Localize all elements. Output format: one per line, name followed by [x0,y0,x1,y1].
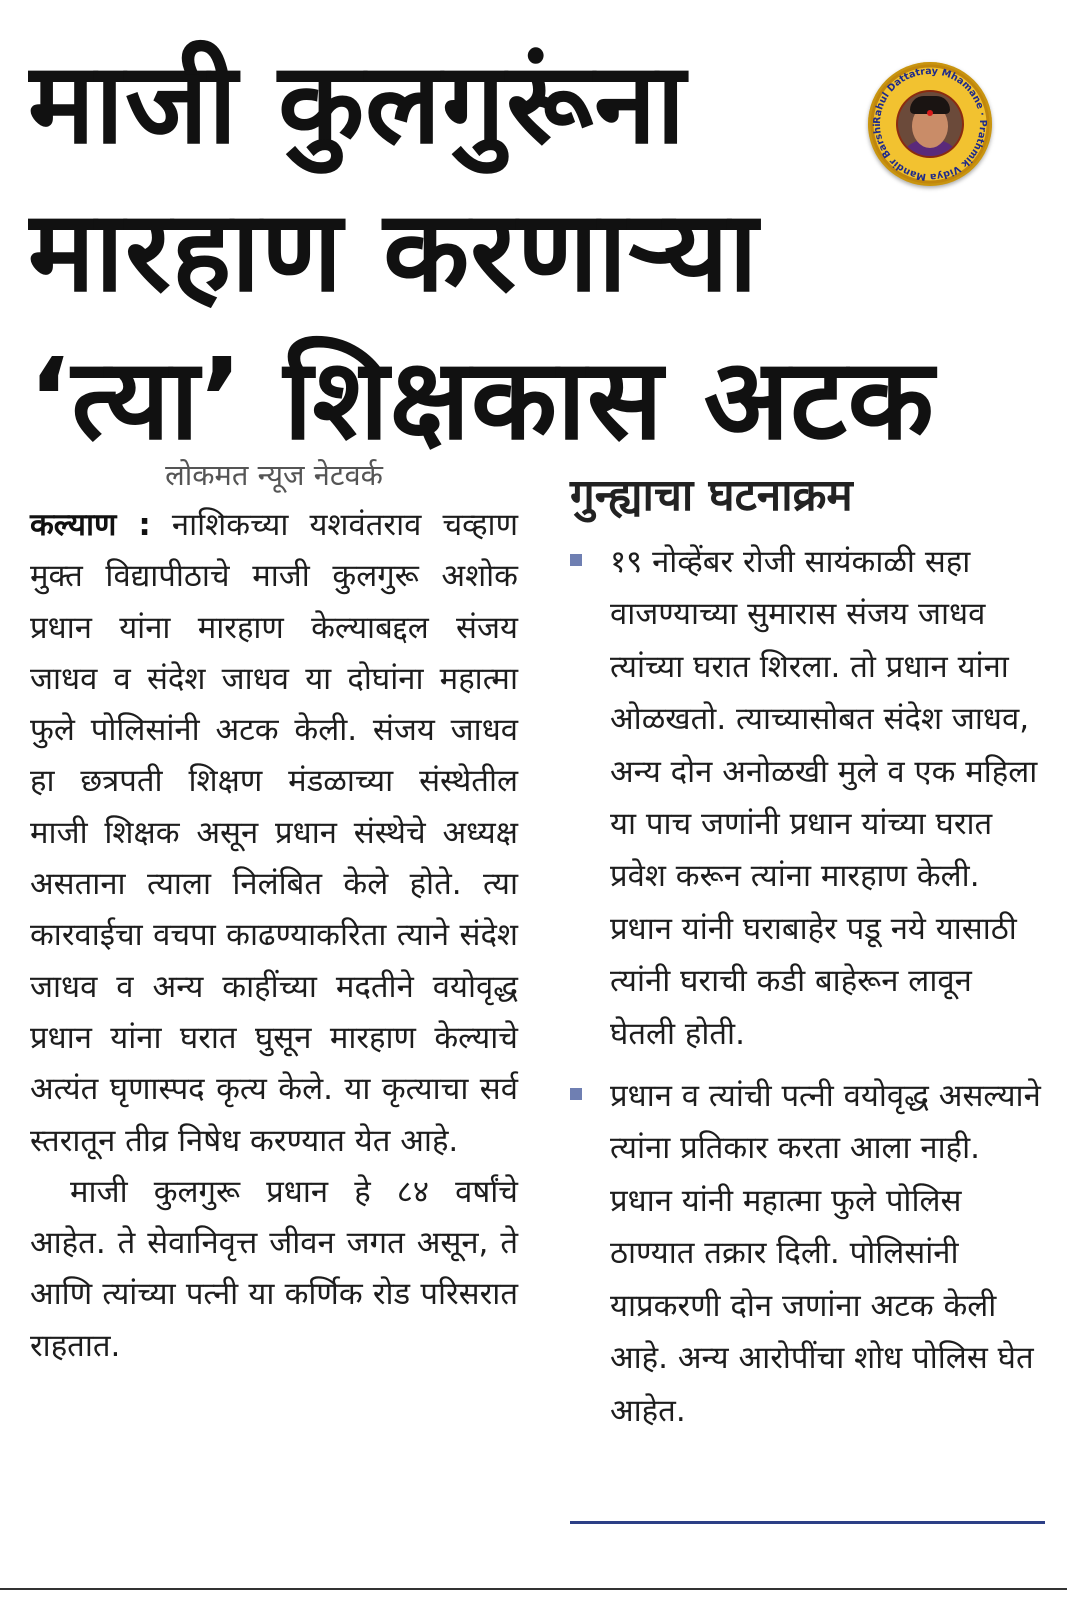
page-bottom-divider [0,1588,1067,1590]
square-bullet-icon [570,554,582,566]
sidebar-bullet-text: प्रधान व त्यांची पत्नी वयोवृद्ध असल्याने त्यांना प्रतिकार करता आला नाही. प्रधान यांनी महात्मा फुले पोलिस ठाण्यात तक्रार दिली. पोलिसांनी याप्रकरणी दोन जणांना अटक केली आहे. अन्य आरोपींचा शोध पोलिस घेत आहेत. [610,1078,1041,1429]
sidebar-bullet-text: १९ नोव्हेंबर रोजी सायंकाळी सहा वाजण्याच्या सुमारास संजय जाधव त्यांच्या घरात शिरला. तो प्रधान यांना ओळखतो. त्याच्यासोबत संदेश जाधव, अन्य दोन अनोळखी मुले व एक महिला या पाच जणांनी प्रधान यांच्या घरात प्रवेश करून त्यांना मारहाण केली. प्रधान यांनी घराबाहेर पडू नये यासाठी त्यांनी घराची कडी बाहेरून लावून घेतली होती. [610,544,1038,1052]
avatar [898,92,962,156]
sidebar-heading: गुन्ह्याचा घटनाक्रम [570,470,853,521]
square-bullet-icon [570,1088,582,1100]
headline-line-2: मारहाण करणाऱ्या [28,187,759,317]
byline: लोकमत न्यूज नेटवर्क [165,458,383,492]
headline-line-1: माजी कुलगुरूंना [28,39,687,169]
sidebar-bullet [570,536,1046,1060]
sidebar-bullet [570,1070,1046,1437]
profile-badge-logo [868,62,992,186]
headline-line-3: ‘त्या’ शिक्षकास अटक [28,335,935,465]
badge-ring-text: Rahul Dattatray Mhamane · Prathmik Vidya Mandir Barshi [871,65,989,183]
dateline: कल्याण : [30,507,151,543]
sidebar-divider [570,1521,1045,1524]
article-paragraph-1 [30,500,518,1167]
article-paragraph-2: माजी कुलगुरू प्रधान हे ८४ वर्षांचे आहेत. ते सेवानिवृत्त जीवन जगत असून, ते आणि त्यांच्या पत्नी या कर्णिक रोड परिसरात राहतात. [30,1173,518,1364]
article-paragraph-1-text: नाशिकच्या यशवंतराव चव्हाण मुक्त विद्यापीठाचे माजी कुलगुरू अशोक प्रधान यांना मारहाण केल्याबद्दल संजय जाधव व संदेश जाधव या दोघांना महात्मा फुले पोलिसांनी अटक केली. संजय जाधव हा छत्रपती शिक्षण मंडळाच्या संस्थेतील माजी शिक्षक असून प्रधान संस्थेचे अध्यक्ष असताना त्याला निलंबित केले होते. त्या कारवाईचा वचपा काढण्याकरिता त्याने संदेश जाधव व अन्य काहींच्या मदतीने वयोवृद्ध प्रधान यांना घरात घुसून मारहाण केल्याचे अत्यंत घृणास्पद कृत्य केले. या कृत्याचा सर्व स्तरातून तीव्र निषेध करण्यात येत आहे. [30,507,518,1159]
article-body [30,450,518,1372]
sidebar-box [570,466,1046,1447]
